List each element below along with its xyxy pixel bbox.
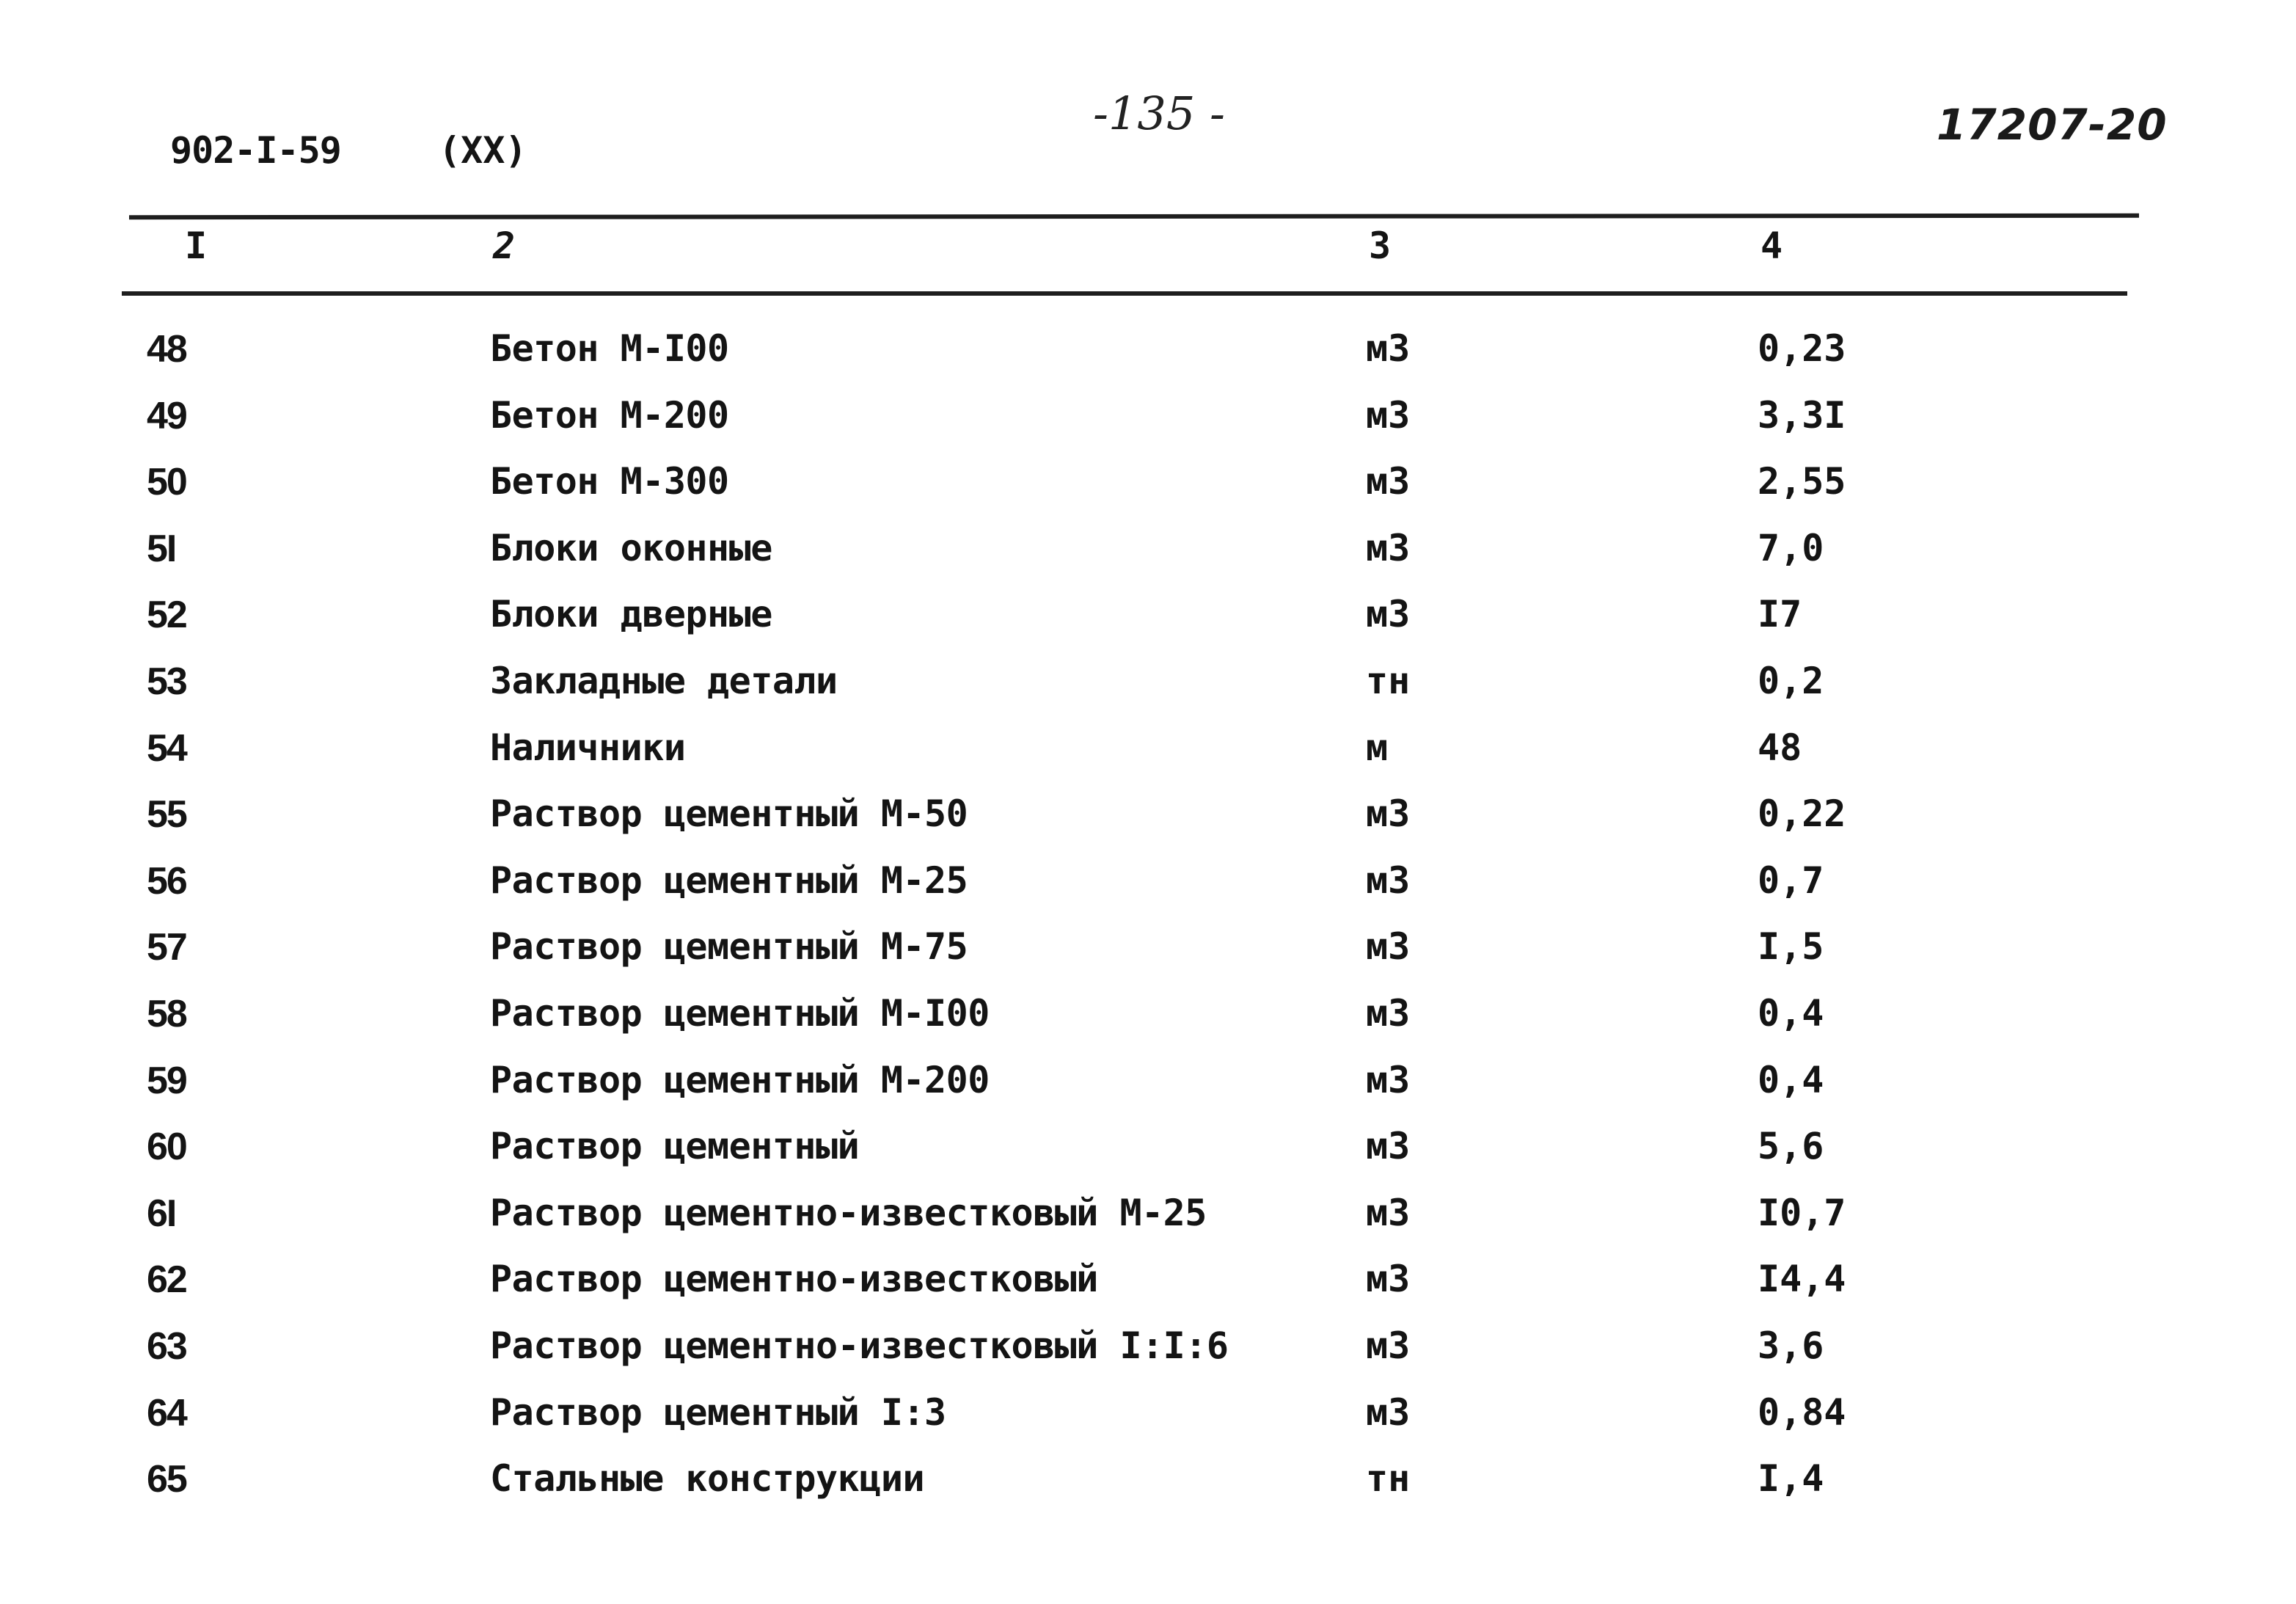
- column-header-4: 4: [1761, 225, 1783, 267]
- material-name: Раствор цементный М-200: [490, 1058, 990, 1101]
- unit: м3: [1366, 1390, 1411, 1434]
- row-number: 52: [147, 594, 186, 637]
- quantity: I,5: [1758, 925, 1824, 969]
- row-number: 59: [147, 1059, 186, 1102]
- material-name: Блоки дверные: [490, 593, 772, 636]
- unit: м3: [1366, 593, 1411, 636]
- unit: м3: [1366, 460, 1411, 503]
- material-name: Закладные детали: [490, 659, 838, 702]
- table-row: [0, 722, 2296, 789]
- quantity: 0,7: [1758, 858, 1824, 902]
- row-number: 54: [147, 726, 186, 770]
- series-label: (XX): [439, 129, 527, 172]
- quantity: I4,4: [1758, 1258, 1846, 1301]
- table-row: [0, 390, 2296, 456]
- quantity: 2,55: [1758, 460, 1846, 503]
- row-number: 62: [147, 1258, 186, 1302]
- table-row: [0, 655, 2296, 722]
- table-row: [0, 1187, 2296, 1254]
- quantity: 0,23: [1758, 327, 1846, 370]
- material-name: Бетон М-I00: [490, 327, 729, 370]
- table-row: [0, 1253, 2296, 1320]
- table-header-rule: [122, 291, 2127, 296]
- quantity: I0,7: [1758, 1191, 1846, 1234]
- table-row: [0, 921, 2296, 988]
- quantity: 0,2: [1758, 659, 1824, 702]
- table-row: [0, 855, 2296, 922]
- table-row: [0, 1320, 2296, 1387]
- material-name: Бетон М-200: [490, 393, 729, 437]
- material-name: Раствор цементный М-I00: [490, 991, 990, 1035]
- table-row: [0, 1387, 2296, 1454]
- row-number: 49: [147, 394, 186, 437]
- unit: м3: [1366, 991, 1411, 1035]
- unit: м3: [1366, 1058, 1411, 1101]
- material-name: Раствор цементный М-50: [490, 792, 968, 836]
- table-body: [0, 323, 2296, 1520]
- unit: м3: [1366, 792, 1411, 836]
- unit: м3: [1366, 327, 1411, 370]
- quantity: 3,3I: [1758, 393, 1846, 437]
- unit: тн: [1366, 1457, 1411, 1501]
- row-number: 50: [147, 461, 186, 504]
- document-code: 902-I-59: [170, 129, 341, 172]
- quantity: 5,6: [1758, 1125, 1824, 1168]
- quantity: 7,0: [1758, 526, 1824, 569]
- material-name: Раствор цементный I:3: [490, 1390, 946, 1434]
- unit: м3: [1366, 1324, 1411, 1367]
- material-name: Раствор цементно-известковый: [490, 1258, 1098, 1301]
- table-row: [0, 988, 2296, 1054]
- unit: м3: [1366, 526, 1411, 569]
- archive-number: 17207-20: [1937, 100, 2168, 150]
- row-number: 6I: [147, 1192, 176, 1235]
- row-number: 56: [147, 859, 186, 903]
- row-number: 58: [147, 992, 186, 1035]
- table-row: [0, 788, 2296, 855]
- row-number: 48: [147, 328, 186, 371]
- row-number: 63: [147, 1324, 186, 1368]
- row-number: 65: [147, 1458, 186, 1501]
- quantity: 0,84: [1758, 1390, 1846, 1434]
- unit: тн: [1366, 659, 1411, 702]
- row-number: 60: [147, 1126, 186, 1169]
- material-name: Раствор цементный М-75: [490, 925, 968, 969]
- unit: м3: [1366, 1125, 1411, 1168]
- quantity: I,4: [1758, 1457, 1824, 1501]
- unit: м: [1366, 726, 1389, 769]
- table-row: [0, 323, 2296, 390]
- quantity: 48: [1758, 726, 1802, 769]
- quantity: 0,22: [1758, 792, 1846, 836]
- column-header-2: 2: [493, 225, 516, 267]
- material-name: Бетон М-300: [490, 460, 729, 503]
- unit: м3: [1366, 393, 1411, 437]
- column-header-1: I: [185, 225, 208, 267]
- row-number: 53: [147, 660, 186, 703]
- table-row: [0, 456, 2296, 522]
- table-row: [0, 588, 2296, 655]
- unit: м3: [1366, 858, 1411, 902]
- material-name: Наличники: [490, 726, 686, 769]
- row-number: 5I: [147, 527, 176, 570]
- material-name: Раствор цементно-известковый I:I:6: [490, 1324, 1229, 1367]
- unit: м3: [1366, 1191, 1411, 1234]
- quantity: 0,4: [1758, 991, 1824, 1035]
- row-number: 57: [147, 926, 186, 969]
- row-number: 64: [147, 1391, 186, 1435]
- material-name: Раствор цементный: [490, 1125, 860, 1168]
- quantity: 3,6: [1758, 1324, 1824, 1367]
- table-row: [0, 1120, 2296, 1187]
- unit: м3: [1366, 925, 1411, 969]
- material-name: Раствор цементный М-25: [490, 858, 968, 902]
- unit: м3: [1366, 1258, 1411, 1301]
- material-name: Раствор цементно-известковый М-25: [490, 1191, 1207, 1234]
- row-number: 55: [147, 793, 186, 836]
- table-row: [0, 1054, 2296, 1121]
- material-name: Стальные конструкции: [490, 1457, 925, 1501]
- quantity: I7: [1758, 593, 1802, 636]
- table-row: [0, 522, 2296, 589]
- table-row: [0, 1453, 2296, 1520]
- table-top-rule: [129, 214, 2139, 219]
- page-number: -135 -: [1093, 87, 1225, 140]
- column-header-3: 3: [1369, 225, 1392, 267]
- quantity: 0,4: [1758, 1058, 1824, 1101]
- material-name: Блоки оконные: [490, 526, 772, 569]
